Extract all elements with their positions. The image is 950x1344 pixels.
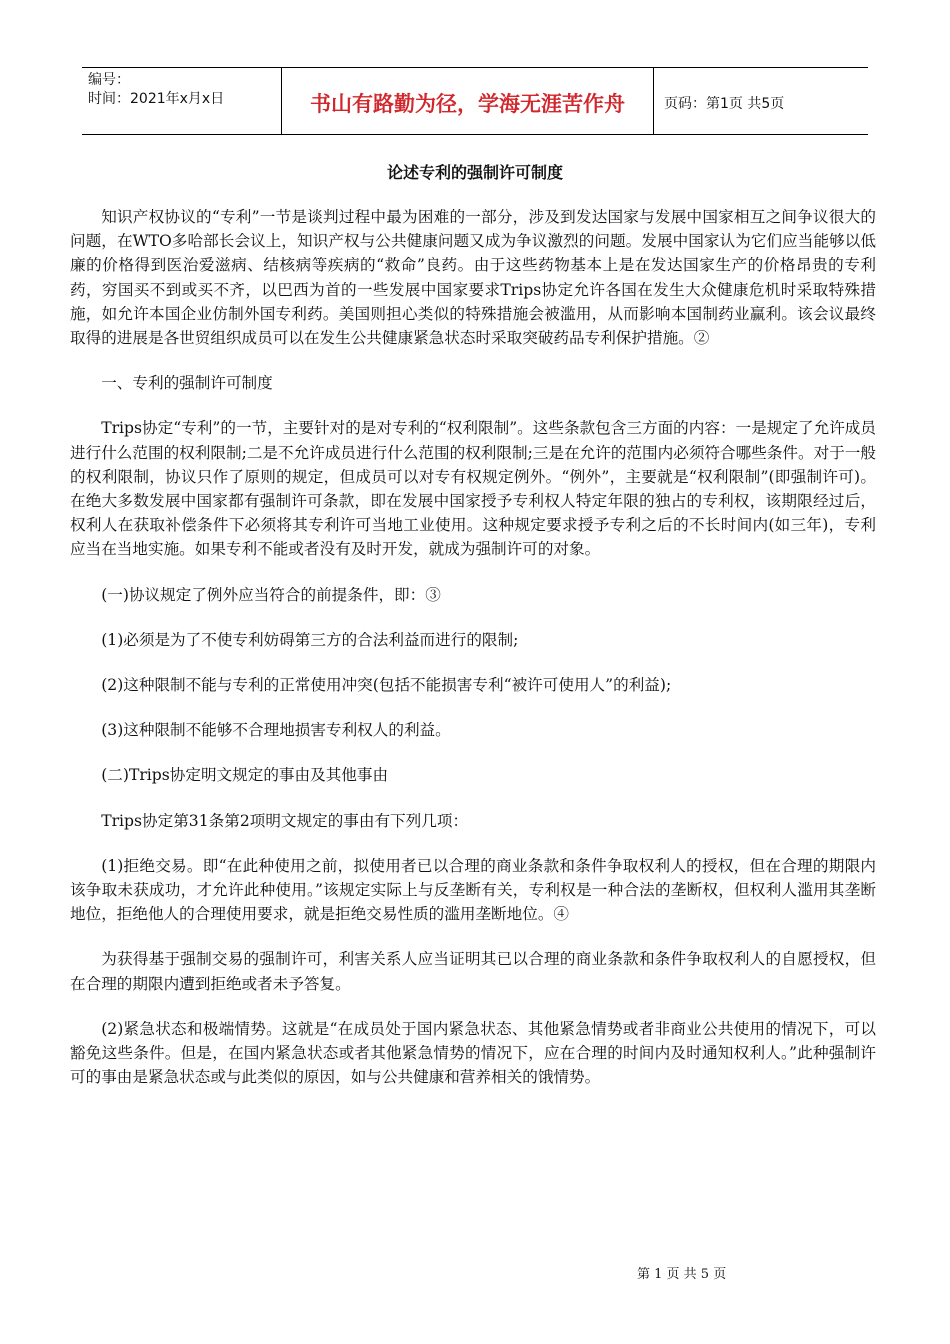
list-item: (2)紧急状态和极端情势。这就是“在成员处于国内紧急状态、其他紧急情势或者非商业公共使用的情况下，可以豁免这些条件。但是，在国内紧急状态或者其他紧急情势的情况下，应在合理的时间内及时通知权利人。”此种强制许可的事由是紧急状态或与此类似的原因，如与公共健康和营养相关的饿情势。 (70, 1019, 876, 1087)
section-heading: 一、专利的强制许可制度 (101, 374, 273, 393)
header-meta (82, 68, 282, 134)
header-page-info: 页码：第1页 共5页 (664, 96, 785, 112)
header-table (82, 67, 868, 135)
page-footer: 第 1 页 共 5 页 (637, 1267, 727, 1282)
list-item: (1)必须是为了不使专利妨碍第三方的合法利益而进行的限制; (101, 630, 519, 649)
subsection-heading: (一)协议规定了例外应当符合的前提条件，即：③ (101, 585, 441, 604)
time-label: 时间：2021年x月x日 (88, 91, 225, 107)
paragraph: 为获得基于强制交易的强制许可，利害关系人应当证明其已以合理的商业条款和条件争取权利人的自愿授权，但在合理的期限内遭到拒绝或者未予答复。 (70, 950, 876, 993)
list-item: (2)这种限制不能与专利的正常使用冲突(包括不能损害专利“被许可使用人”的利益); (101, 676, 672, 695)
paragraph: 知识产权协议的“专利”一节是谈判过程中最为困难的一部分，涉及到发达国家与发展中国家相互之间争议很大的问题，在WTO多哈部长会议上，知识产权与公共健康问题又成为争议激烈的问题。发展中国家认为它们应当能够以低廉的价格得到医治爱滋病、结核病等疾病的“救命”良药。由于这些药物基本上是在发达国家生产的价格昂贵的专利药，穷国买不到或买不齐，以巴西为首的一些发展中国家要求Trips协定允许各国在发生大众健康危机时采取特殊措施，如允许本国企业仿制外国专利药。美国则担心类似的特殊措施会被滥用，从而影响本国制药业赢利。该会议最终取得的进展是各世贸组织成员可以在发生公共健康紧急状态时采取突破药品专利保护措施。② (70, 208, 876, 348)
paragraph: Trips协定第31条第2项明文规定的事由有下列几项： (101, 811, 469, 830)
header-motto: 书山有路勤为径，学海无涯苦作舟 (282, 68, 654, 134)
number-label: 编号： (88, 72, 130, 88)
document-body (70, 205, 876, 1110)
list-item: (3)这种限制不能够不合理地损害专利权人的利益。 (101, 721, 451, 740)
document-title: 论述专利的强制许可制度 (386, 163, 563, 182)
subsection-heading: (二)Trips协定明文规定的事由及其他事由 (101, 766, 389, 785)
paragraph: Trips协定“专利”的一节，主要针对的是对专利的“权利限制”。这些条款包含三方面的内容：一是规定了允许成员进行什么范围的权利限制;二是不允许成员进行什么范围的权利限制;三是在允许的范围内必须符合哪些条件。对于一般的权利限制，协议只作了原则的规定，但成员可以对专有权规定例外。“例外”，主要就是“权利限制”(即强制许可)。在绝大多数发展中国家都有强制许可条款，即在发展中国家授予专利权人特定年限的独占的专利权，该期限经过后，权利人在获取补偿条件下必须将其专利许可当地工业使用。这种规定要求授予专利之后的不长时间内(如三年)，专利应当在当地实施。如果专利不能或者没有及时开发，就成为强制许可的对象。 (70, 419, 876, 559)
list-item: (1)拒绝交易。即“在此种使用之前，拟使用者已以合理的商业条款和条件争取权利人的授权，但在合理的期限内该争取未获成功，才允许此种使用。”该规定实际上与反垄断有关，专利权是一种合法的垄断权，但权利人滥用其垄断地位，拒绝他人的合理使用要求，就是拒绝交易性质的滥用垄断地位。④ (70, 856, 876, 924)
